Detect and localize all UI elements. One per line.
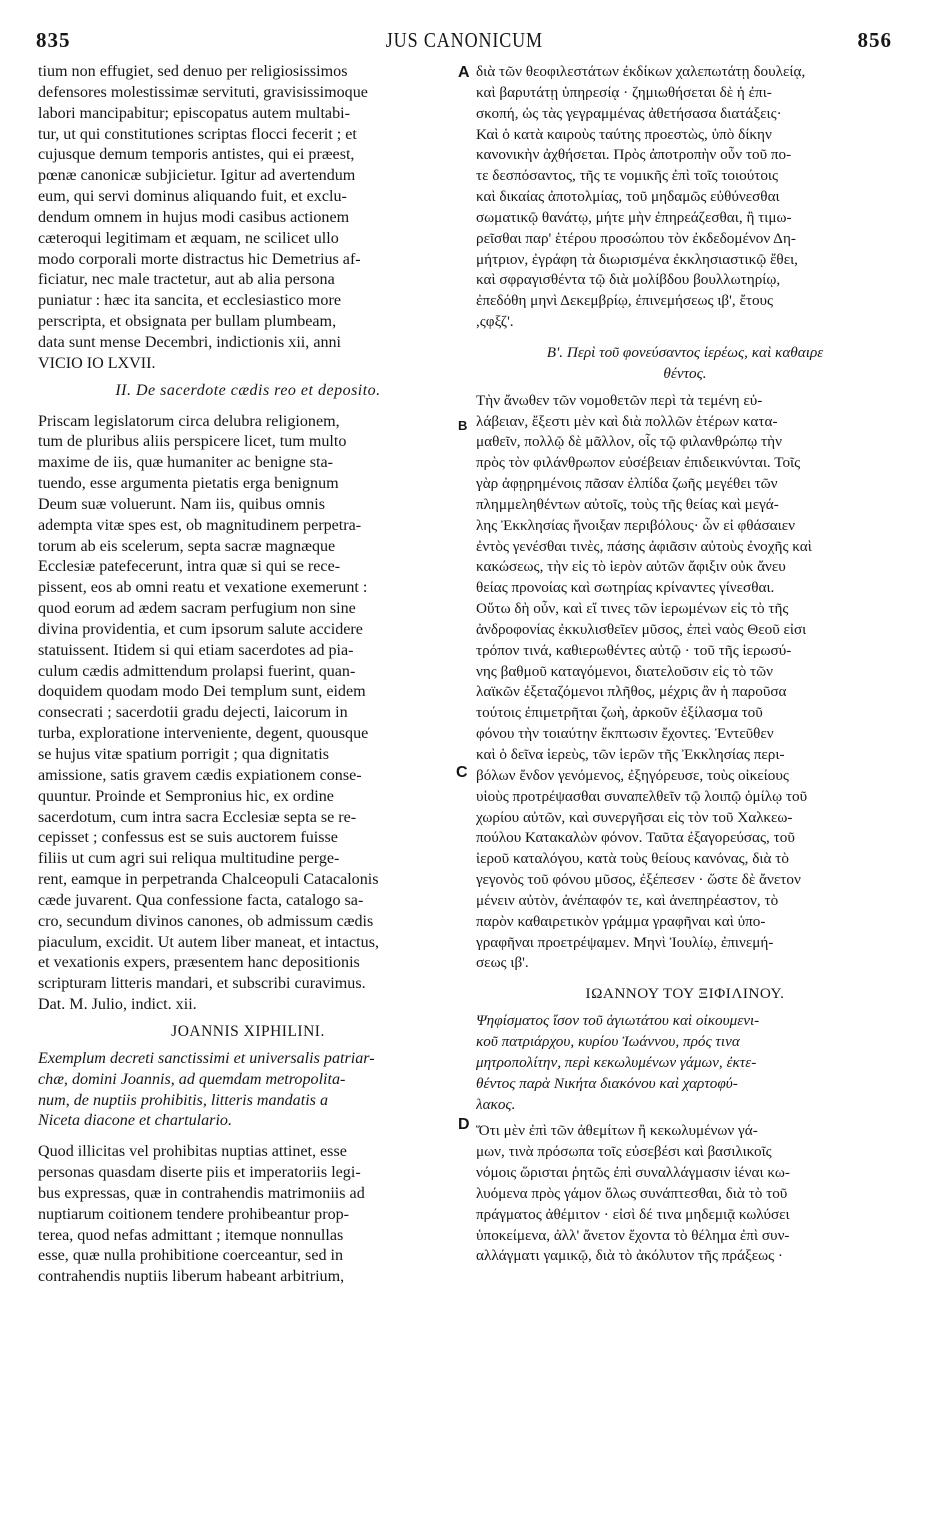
latin-decree-title bbox=[38, 1049, 458, 1132]
text-line: labori mancipabitur; episcopatus autem multabi- bbox=[38, 104, 350, 122]
text-line: καὶ ὁ δεῖνα ἱερεὺς, τῶν ἱερῶν τῆς Ἐκκλησίας περι- bbox=[476, 746, 785, 763]
text-line: rent, eamque in perpetranda Chalceopuli Catacalonis bbox=[38, 871, 379, 889]
text-line: tum de pluribus aliis perspicere licet, tum multo bbox=[38, 433, 347, 451]
text-line: Τὴν ἄνωθεν τῶν νομοθετῶν περὶ τὰ τεμένη εὐ- bbox=[476, 391, 763, 409]
text-line: νης βαθμοῦ καταγόμενοι, διατελοῦσιν εἰς τὸ τῶν bbox=[476, 662, 773, 680]
text-line: τε δεσπόσαντος, τῆς τε νομικῆς ἐπὶ τοῖς τοιούτοις bbox=[476, 167, 779, 185]
text-line: contrahendis nuptiis liberum habeant arbitrium, bbox=[38, 1268, 345, 1286]
text-line: eum, qui servi dominus aliquando fuit, et exclu- bbox=[38, 188, 347, 206]
text-line: μαθεῖν, πολλῷ δὲ μᾶλλον, οἷς τῷ φιλανθρώπῳ τὴν bbox=[476, 433, 782, 451]
text-line: καὶ βαρυτάτῃ ὑπηρεσίᾳ · ζημιωθήσεται δὲ ἡ ἐπι- bbox=[476, 83, 772, 101]
text-line: τρόπον τινά, καθιερωθέντες αὐτῷ · τοῦ τῆς ἱερωσύ- bbox=[476, 641, 792, 659]
text-line: κακώσεως, τὴν εἰς τὸ ἱερὸν αὐτῶν ἄφιξιν οὐκ ἄνευ bbox=[476, 558, 786, 576]
text-line: ὑποκείμενα, ἀλλ' ἄνετον ἔχοντα τὸ θέλημα ἐπὶ συν- bbox=[476, 1226, 790, 1244]
text-line: et vexationis expers, præsentem hanc depositionis bbox=[38, 954, 360, 972]
text-line: ρεῖσθαι παρ' ἑτέρου προσώπου τὸν ἐκδεδομένον Δη- bbox=[476, 229, 796, 247]
text-line: bus expressas, quæ in contrahendis matrimoniis ad bbox=[38, 1184, 365, 1202]
text-line: αλλάγματι γαμικῷ, διὰ τὸ ἀκόλυτον τῆς πράξεως · bbox=[476, 1247, 783, 1265]
text-line: quuntur. Proinde et Sempronius hic, ex ordine bbox=[38, 787, 334, 805]
greek-column bbox=[476, 62, 894, 1267]
text-line: tuendo, esse argumenta pietatis erga benignum bbox=[38, 475, 339, 493]
text-line: Οὕτω δὴ οὖν, καὶ εἴ τινες τῶν ἱερωμένων εἰς τὸ τῆς bbox=[476, 600, 789, 618]
text-line: παρὸν καθαιρετικὸν γράμμα γραφῆναι καὶ ὑπο- bbox=[476, 912, 766, 930]
text-line: scripturam litteris mandari, et subscribi curavimus. bbox=[38, 975, 366, 993]
text-line: φόνου τὴν τοιαύτην ἔκπτωσιν ἔχοντες. Ἐντεῦθεν bbox=[476, 725, 774, 743]
text-line: Ecclesiæ patefecerunt, intra quæ si qui se rece- bbox=[38, 558, 341, 576]
text-line: υἱοὺς προτρέψασθαι συναπελθεῖν τῷ λοιπῷ ὁμίλῳ τοῦ bbox=[476, 787, 808, 805]
page-number-right: 856 bbox=[857, 28, 892, 52]
margin-marker-d: D bbox=[458, 1116, 470, 1133]
text-line: νόμοις ὥρισται ῥητῶς ἐπὶ συναλλάγμασιν ἰέναι κω- bbox=[476, 1164, 790, 1182]
margin-marker-a: A bbox=[458, 64, 470, 81]
text-line: τούτοις ἐπιμετρῆται ζωὴ, ἀρκοῦν ἐξίλασμα τοῦ bbox=[476, 704, 763, 722]
text-line: μένειν αὐτὸν, ἀνέπαφόν τε, καὶ ἀνεπηρέαστον, τὸ bbox=[476, 891, 779, 909]
text-line: καὶ δικαίας ἀποτολμίας, τοῦ μηδαμῶς εὐθύνεσθαι bbox=[476, 188, 780, 206]
text-line: λαϊκῶν ἐξεταζόμενοι πλῆθος, μέχρις ἂν ἡ παροῦσα bbox=[476, 683, 787, 701]
text-line: ,ςφξζ'. bbox=[476, 313, 514, 331]
text-line: data sunt mense Decembri, indictionis xii, anni bbox=[38, 333, 342, 351]
text-line: Ψηφίσματος ἴσον τοῦ ἁγιωτάτου καὶ οἰκουμενι- bbox=[476, 1012, 760, 1030]
text-line: Priscam legislatorum circa delubra religionem, bbox=[38, 412, 340, 430]
text-line: κανονικὴν ἀχθήσεται. Πρὸς ἀποτροπὴν οὖν τοῦ πο- bbox=[476, 146, 792, 164]
text-line: filiis ut cum agri sui reliqua multitudine perge- bbox=[38, 850, 340, 868]
text-line: καὶ σφραγισθέντα τῷ διὰ μολίβδου βουλλωτηρίῳ, bbox=[476, 271, 781, 289]
text-line: γεγονὸς τοῦ φόνου μῦσος, ἐξέπεσεν · ὥστε δὲ ἄνετον bbox=[476, 871, 801, 889]
text-line: quod eorum ad ædem sacram perfugium non sine bbox=[38, 600, 356, 618]
greek-paragraph-2 bbox=[476, 391, 894, 975]
page-number-left: 835 bbox=[36, 28, 71, 52]
text-line: γὰρ ἀφῃρημένοις πᾶσαν ἐλπίδα ζωῆς μεγέθει τῶν bbox=[476, 475, 778, 493]
text-line: πρὸς τὸν φιλάνθρωπον εὐσέβειαν ἐπιδεικνύνται. Τοῖς bbox=[476, 454, 801, 472]
latin-author-heading: JOANNIS XIPHILINI. bbox=[171, 1022, 325, 1040]
text-line: divina providentia, et cum ipsorum salute accidere bbox=[38, 620, 363, 638]
text-line: λάβειαν, ἔξεστι μὲν καὶ διὰ πολλῶν ἑτέρων κατα- bbox=[476, 412, 778, 430]
greek-paragraph-3 bbox=[476, 1121, 894, 1267]
text-line: perscripta, et obsignata per bullam plumbeam, bbox=[38, 313, 337, 331]
text-line: doquidem quodam modo Dei templum sunt, eidem bbox=[38, 683, 366, 701]
text-line: Exemplum decreti sanctissimi et universalis patriar- bbox=[38, 1049, 375, 1067]
text-line: chæ, domini Joannis, ad quemdam metropolita- bbox=[38, 1070, 346, 1088]
latin-paragraph-2 bbox=[38, 412, 458, 1016]
text-line: πράγματος ἀθέμιτον · εἰσὶ δέ τινα μηδεμιᾷ κωλύσει bbox=[476, 1205, 790, 1223]
text-line: βόλων ἔνδον γενόμενος, ἐξηγόρευσε, τοὺς οἰκείους bbox=[476, 766, 789, 784]
text-line: amissione, satis gravem cædis expiationem conse- bbox=[38, 766, 362, 784]
text-line: nuptiarum coitionem tendere prohibeantur prop- bbox=[38, 1205, 350, 1223]
text-line: cro, secundum divinos canones, ob admissum cædis bbox=[38, 912, 374, 930]
text-line: ἀνδροφονίας ἐκκυλισθεῖεν μῦσος, ἐπεὶ ναὸς Θεοῦ εἰσι bbox=[476, 620, 807, 638]
text-line: μων, τινὰ πρόσωπα τοῖς εὐσεβέσι καὶ βασιλικοῖς bbox=[476, 1143, 772, 1161]
text-line: μήτριον, ἐγράφη τὰ διωρισμένα ἐκκλησιαστικῷ ἔθει, bbox=[476, 250, 798, 268]
text-line: χωρίου αὐτῶν, καὶ συνεργῆσαι εἰς τὸν τοῦ Χαλκεω- bbox=[476, 808, 793, 826]
text-line: pissent, eos ab omni reatu et vexatione exemerunt : bbox=[38, 579, 368, 597]
text-line: cujusque demum temporis antistes, qui ei præest, bbox=[38, 146, 355, 164]
text-line: ἱεροῦ καταλόγου, κατὰ τοὺς θείους κανόνας, διὰ τὸ bbox=[476, 850, 789, 868]
text-line: sacerdotum, cum intra sacra Ecclesiæ septa se re- bbox=[38, 808, 357, 826]
text-line: puniatur : hæc ita sancita, et ecclesiastico more bbox=[38, 292, 341, 310]
greek-section-heading bbox=[476, 343, 894, 385]
margin-marker-b: B bbox=[458, 418, 468, 433]
latin-paragraph-1 bbox=[38, 62, 458, 375]
text-line: λυόμενα πρὸς γάμον ὅλως συνάπτεσθαι, διὰ τὸ τοῦ bbox=[476, 1184, 788, 1202]
text-line: διὰ τῶν θεοφιλεστάτων ἐκδίκων χαλεπωτάτῃ δουλείᾳ, bbox=[476, 63, 806, 80]
text-line: Deum suæ voluerunt. Nam iis, quibus omnis bbox=[38, 495, 325, 513]
text-line: σωματικῷ θανάτῳ, μήτε μὴν ἐπηρεάζεσθαι, ἢ τιμω- bbox=[476, 208, 792, 226]
text-line: cæde juvarent. Qua confessione facta, catalogo sa- bbox=[38, 891, 364, 909]
running-header bbox=[36, 28, 892, 62]
text-line: λης Ἐκκλησίας ἤνοιξαν περιβόλους· ὧν εἰ φθάσαιεν bbox=[476, 516, 795, 534]
text-line: μητροπολίτην, περὶ κεκωλυμένων γάμων, ἐκτε- bbox=[476, 1053, 757, 1071]
text-line: θέντος παρὰ Νικήτα διακόνου καὶ χαρτοφύ- bbox=[476, 1074, 738, 1092]
text-line: Quod illicitas vel prohibitas nuptias attinet, esse bbox=[38, 1143, 347, 1161]
text-line: terea, quod nefas admittant ; itemque nonnullas bbox=[38, 1226, 344, 1244]
text-line: θείας προνοίας καὶ σωτηρίας κρίναντες γίνεσθαι. bbox=[476, 579, 775, 597]
text-line: Niceta diacone et chartulario. bbox=[38, 1112, 232, 1130]
greek-paragraph-1 bbox=[476, 62, 894, 333]
text-line: tur, ut qui constitutiones scriptas flocci fecerit ; et bbox=[38, 125, 357, 143]
text-line: modo corporali morte distractus hic Demetrius af- bbox=[38, 250, 361, 268]
text-line: pœnæ canonicæ subjicietur. Igitur ad avertendum bbox=[38, 167, 356, 185]
latin-column bbox=[38, 62, 458, 1288]
text-line: σκοπή, ὡς τὰς γεγραμμένας ἀθετήσασα διατάξεις· bbox=[476, 104, 782, 122]
text-line: πλημμεληθέντων αὐτοῖς, τοὺς τῆς θείας καὶ μεγά- bbox=[476, 495, 779, 513]
text-line: θέντος. bbox=[663, 364, 707, 382]
text-line: Β'. Περὶ τοῦ φονεύσαντος ἱερέως, καὶ καθαιρε bbox=[546, 343, 824, 361]
text-line: torum ab eis scelerum, septa sacræ magnæque bbox=[38, 537, 336, 555]
text-line: ἐπεδόθη μηνὶ Δεκεμβρίῳ, ἐπινεμήσεως ιβ', ἔτους bbox=[476, 292, 774, 310]
text-line: tium non effugiet, sed denuo per religiosissimos bbox=[38, 63, 348, 80]
text-line: Καὶ ὁ κατὰ καιροὺς ταύτης προεστὼς, ὑπὸ δίκην bbox=[476, 125, 772, 143]
text-line: cæteroqui legitimam et æquam, ne scilicet ullo bbox=[38, 229, 339, 247]
text-line: defensores molestissimæ servituti, gravisissimoque bbox=[38, 83, 368, 101]
text-line: VICIO IO LXVII. bbox=[38, 354, 156, 372]
text-line: personas quasdam diserte piis et imperatoriis legi- bbox=[38, 1164, 361, 1182]
text-line: γραφῆναι προετρέψαμεν. Μηνὶ Ἰουλίῳ, ἐπινεμή- bbox=[476, 933, 774, 951]
text-line: maxime de iis, quæ humaniter ac benigne sta- bbox=[38, 454, 333, 472]
text-line: turba, exploratione interveniente, degent, quousque bbox=[38, 725, 369, 743]
greek-author-heading: ΙΩΑΝΝΟΥ ΤΟΥ ΞΙΦΙΛΙΝΟΥ. bbox=[585, 985, 785, 1003]
margin-marker-c: C bbox=[456, 764, 468, 781]
text-line: λακος. bbox=[476, 1095, 516, 1113]
text-line: adempta vitæ spes est, ob magnitudinem perpetra- bbox=[38, 516, 362, 534]
text-line: consecrati ; sacerdotii gradu dejecti, laicorum in bbox=[38, 704, 348, 722]
latin-paragraph-3 bbox=[38, 1142, 458, 1288]
greek-decree-title bbox=[476, 1011, 894, 1115]
text-line: culum cædis admittendum prolapsi fuerint, quan- bbox=[38, 662, 356, 680]
text-line: Dat. M. Julio, indict. xii. bbox=[38, 996, 197, 1014]
text-line: Ὅτι μὲν ἐπὶ τῶν ἀθεμίτων ἢ κεκωλυμένων γά- bbox=[476, 1122, 758, 1140]
text-line: se hujus vitæ spatium porrigit ; qua dignitatis bbox=[38, 746, 330, 763]
text-line: dendum omnem in hujus modi casibus actionem bbox=[38, 208, 350, 226]
text-line: ἐντὸς γενέσθαι τινὲς, πάσης ἀφιᾶσιν αὐτοὺς ἐνοχῆς καὶ bbox=[476, 537, 812, 555]
running-title: JUS CANONICUM bbox=[385, 28, 543, 52]
text-line: σεως ιβ'. bbox=[476, 954, 529, 972]
text-line: κοῦ πατριάρχου, κυρίου Ἰωάννου, πρός τινα bbox=[476, 1032, 740, 1050]
text-line: statuissent. Itidem si qui etiam sacerdotes ad pia- bbox=[38, 641, 354, 659]
text-line: esse, quæ nulla prohibitione coerceantur, sed in bbox=[38, 1247, 344, 1265]
text-line: ficiatur, nec male tractetur, aut ab alia persona bbox=[38, 271, 335, 289]
text-line: piaculum, excidit. Ut autem liber maneat, et intactus, bbox=[38, 933, 379, 951]
text-line: num, de nuptiis prohibitis, litteris mandatis a bbox=[38, 1091, 329, 1109]
text-line: πούλου Κατακαλὼν φόνον. Ταῦτα ἐξαγορεύσας, τοῦ bbox=[476, 829, 795, 847]
latin-section-heading: II. De sacerdote cædis reo et deposito. bbox=[115, 381, 381, 399]
text-line: cepisset ; confessus est se suis auctorem fuisse bbox=[38, 829, 338, 847]
